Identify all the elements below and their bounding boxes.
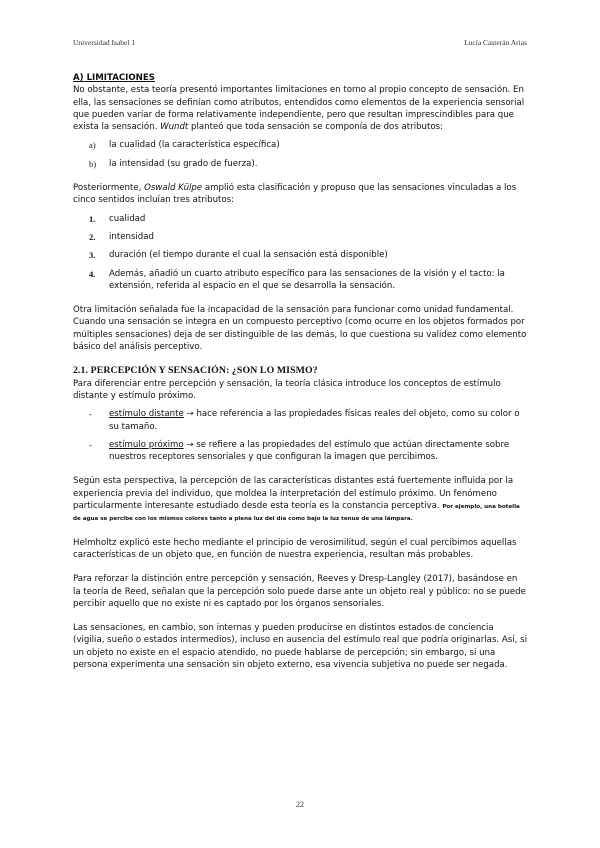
section-2-1-title: 2.1. PERCEPCIÓN Y SENSACIÓN: ¿SON LO MISMO? — [73, 365, 318, 377]
attribute-list-wundt — [73, 139, 527, 170]
definition-text: → se refiere a las propiedades del estímulo que actúan directamente sobre nuestros receptores sensoriales y que configuran la imagen que percibimos. — [109, 439, 510, 463]
header-right: Lucía Casterán Arias — [464, 38, 527, 47]
list-item-text: intensidad — [109, 231, 154, 242]
list-marker: 1. — [89, 213, 96, 224]
section-2-1-paragraph-4: Para reforzar la distinción entre percepción y sensación, Reeves y Dresp-Langley (2017), basándose en la teoría de Reed, señalan que la percepción solo puede darse ante un objeto real y público: no se puede percibir aquello que no existe ni es captado por los órganos sensoriales. — [73, 574, 526, 609]
list-item — [73, 268, 527, 293]
list-item-text: la intensidad (su grado de fuerza). — [109, 158, 258, 169]
list-item — [73, 231, 527, 243]
author-kulpe: Oswald Külpe — [144, 183, 203, 194]
list-item-text: cualidad — [109, 213, 146, 224]
page-content — [73, 72, 527, 671]
list-item-text: Además, añadió un cuarto atributo específico para las sensaciones de la visión y el tacto: la extensión, referida al espacio en el que se desarrolla la sensación. — [109, 268, 505, 291]
paragraph-text: No obstante, esta teoría presentó importantes limitaciones en torno al propio concepto de sensación. En ella, las sensaciones se definían como atributos, entendidos como elementos de la experiencia sensorial que pueden variar de forma relativamente independiente, pero que resultan imprescindibles para que exista la sensación. — [73, 85, 525, 133]
list-marker: 4. — [89, 268, 96, 279]
section-2-1-paragraph-5: Las sensaciones, en cambio, son internas y pueden producirse en distintos estados de conciencia (vigilia, sueño o estados intermedios), incluso en ausencia del estímulo real que podría originarlas. Así, si un objeto no existe en el espacio atendido, no puede hablarse de percepción; sin embargo, si una persona experimenta una sensación sin objeto externo, esa vivencia subjetiva no puede ser negada. — [73, 623, 527, 670]
list-item — [73, 439, 527, 464]
section-a-title: A) LIMITACIONES — [73, 73, 155, 83]
attribute-list-kulpe — [73, 213, 527, 292]
paragraph-text: planteó que toda sensación se componía de dos atributos: — [191, 122, 443, 133]
section-a-paragraph-2 — [73, 182, 527, 207]
header-left: Universidad Isabel 1 — [73, 38, 136, 47]
example-small-text: Por ejemplo, una botella de agua se percibe con los mismos colores tanto a plena luz del día como bajo la luz tenue de una lámpara. — [73, 504, 520, 523]
list-item — [73, 213, 527, 225]
stimulus-list — [73, 408, 527, 463]
term-distant-stimulus: estímulo distante — [109, 409, 184, 420]
list-item-text: la cualidad (la característica específica) — [109, 140, 280, 151]
section-2-1-paragraph-3: Helmholtz explicó este hecho mediante el principio de verosimilitud, según el cual percibimos aquellas características de un objeto que, en función de nuestra experiencia, resultan más probables. — [73, 537, 517, 560]
paragraph-text: amplió esta clasificación y propuso que las sensaciones vinculadas a los cinco sentidos incluían tres atributos: — [73, 183, 517, 206]
list-item-text — [109, 408, 527, 433]
definition-text: → hace referencia a las propiedades físicas reales del objeto, como su color o su tamaño. — [109, 409, 520, 432]
paragraph-text: Posteriormente, — [73, 183, 142, 194]
list-marker: 3. — [89, 250, 96, 261]
term-proximal-stimulus: estímulo próximo — [109, 439, 184, 450]
section-a-paragraph-1 — [73, 84, 527, 133]
author-wundt: Wundt — [160, 122, 189, 133]
list-item — [73, 158, 527, 170]
list-item — [73, 408, 527, 433]
list-marker: - — [89, 439, 92, 450]
paragraph-text: Según esta perspectiva, la percepción de las características distantes está fuertemente influida por la experiencia previa del individuo, que moldea la interpretación del estímulo próximo. Un fenómeno particularmente interesante estudiado desde esta teoría es la constancia perceptiva. — [73, 476, 514, 512]
section-a-paragraph-3: Otra limitación señalada fue la incapacidad de la sensación para funcionar como unidad fundamental. Cuando una sensación se integra en un compuesto perceptivo (como ocurre en los objetos formados por múltiples sensaciones) deja de ser distinguible de las demás, lo que cuestiona su validez como elemento básico del análisis perceptivo. — [73, 305, 527, 353]
list-marker: 2. — [89, 231, 96, 242]
list-item-text: duración (el tiempo durante el cual la sensación está disponible) — [109, 250, 388, 261]
list-marker: - — [89, 409, 92, 420]
list-item-text — [109, 439, 527, 464]
list-marker: a) — [89, 140, 96, 151]
list-marker: b) — [89, 158, 97, 169]
section-2-1-paragraph-1: Para diferenciar entre percepción y sensación, la teoría clásica introduce los conceptos de estímulo distante y estímulo próximo. — [73, 378, 501, 401]
section-2-1-paragraph-2 — [73, 475, 527, 524]
list-item — [73, 249, 527, 261]
page-number: 22 — [296, 800, 304, 809]
list-item — [73, 139, 527, 151]
